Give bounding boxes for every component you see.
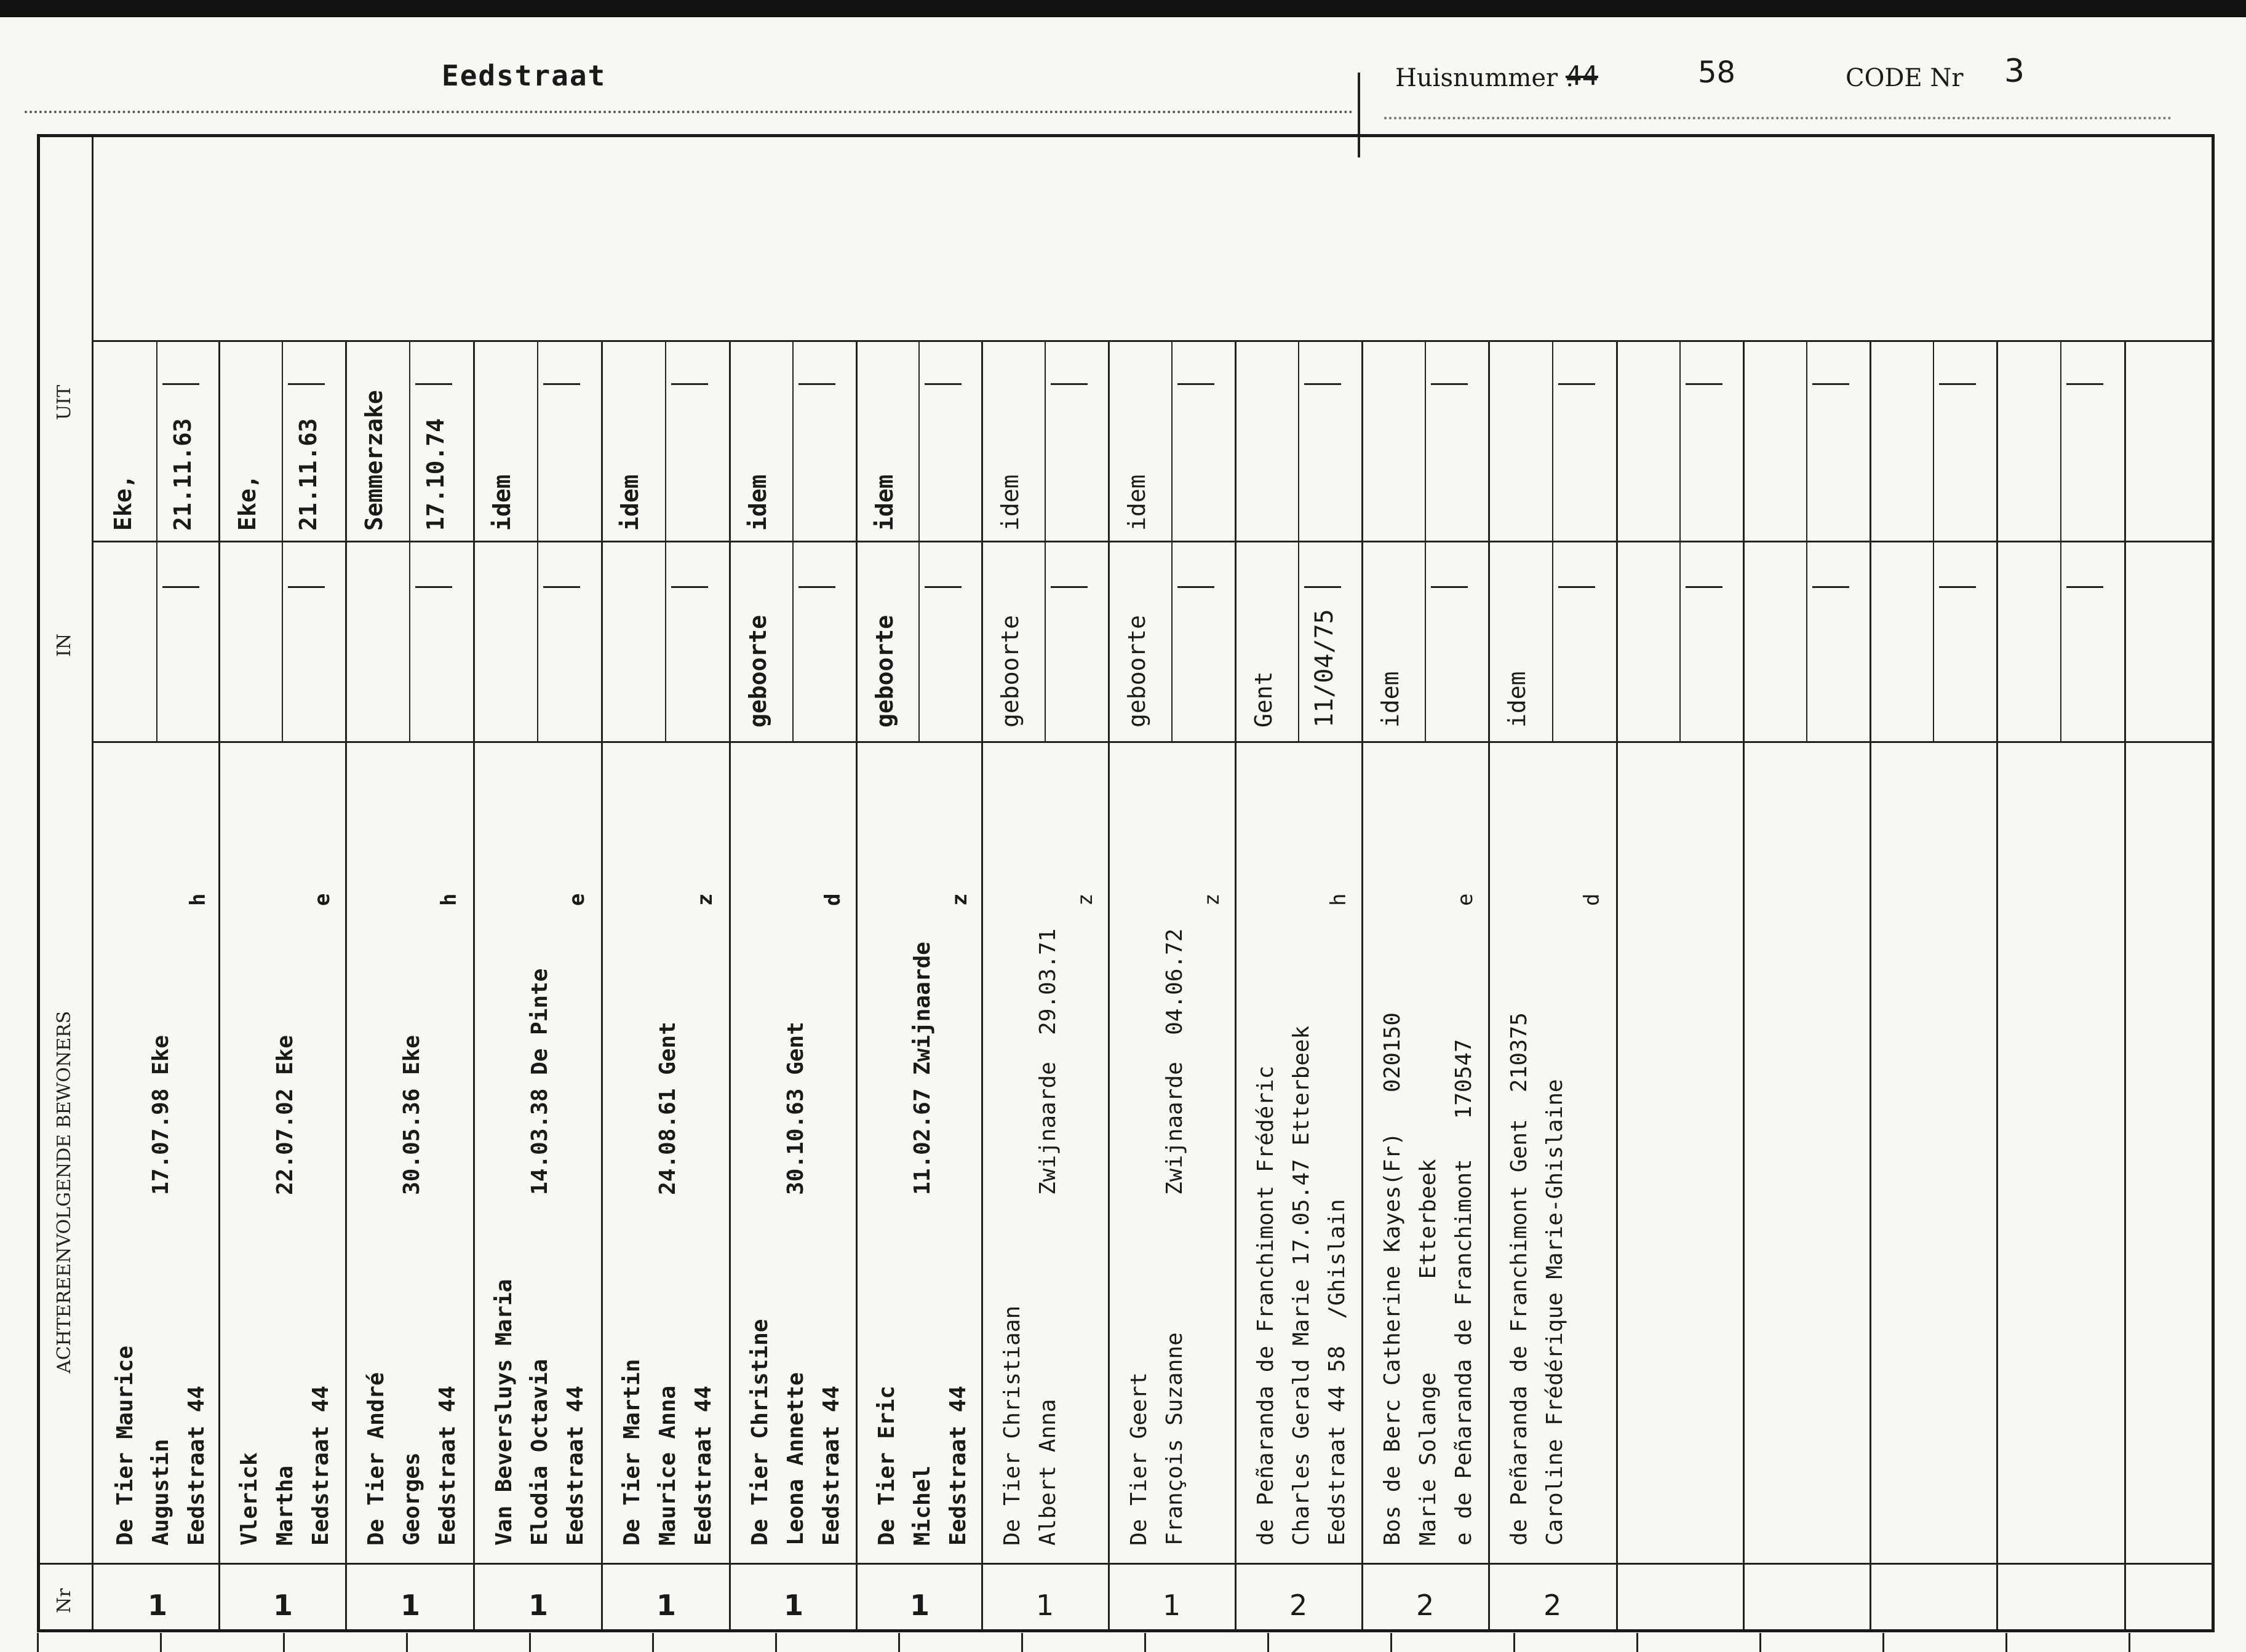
resident-nr: 1 xyxy=(528,1589,549,1622)
resident-name: De Tier Martin Maurice Anna Eedstraat 44 xyxy=(619,1359,716,1546)
huisnummer-label: Huisnummer : xyxy=(1395,64,1574,92)
header-dotted-line xyxy=(1384,117,2172,119)
huisnummer-new: 58 xyxy=(1698,55,1736,90)
resident-relation: h xyxy=(186,893,210,906)
in-place: geboorte xyxy=(744,614,771,728)
resident-birth: 30.05.36 Eke xyxy=(399,1034,424,1195)
resident-name: De Tier André Georges Eedstraat 44 xyxy=(364,1372,460,1546)
uit-place: Eke, xyxy=(110,474,137,531)
resident-name: De Tier Christiaan Albert Anna xyxy=(1000,1305,1061,1546)
uit-place: Semmerzake xyxy=(360,390,388,531)
resident-nr: 1 xyxy=(273,1589,293,1622)
street-name: Eedstraat xyxy=(442,59,607,92)
uit-place: idem xyxy=(488,474,516,531)
resident-nr: 1 xyxy=(656,1589,677,1622)
uit-place: idem xyxy=(871,474,898,531)
resident-relation: h xyxy=(437,893,461,906)
in-column-label: IN xyxy=(54,633,75,657)
resident-nr: 1 xyxy=(1036,1589,1054,1622)
resident-relation: d xyxy=(1580,893,1604,906)
code-value: 3 xyxy=(2004,53,2025,90)
resident-relation: e xyxy=(565,893,589,906)
resident-relation: h xyxy=(1326,893,1351,906)
resident-nr: 1 xyxy=(148,1589,168,1622)
resident-relation: z xyxy=(947,893,972,906)
resident-birth: 11.02.67 Zwijnaarde xyxy=(910,942,935,1195)
resident-name: De Tier Geert François Suzanne xyxy=(1126,1332,1187,1546)
huisnummer-old: 44 xyxy=(1566,60,1598,92)
resident-nr: 2 xyxy=(1543,1589,1562,1622)
resident-name: de Peñaranda de Franchimont Gent 210375 Caroline Frédérique Marie-Ghislaine xyxy=(1507,1012,1567,1546)
in-place: idem xyxy=(1503,671,1531,728)
resident-relation: e xyxy=(1453,893,1478,906)
resident-relation: z xyxy=(1073,893,1097,906)
resident-relation: z xyxy=(1200,893,1224,906)
uit-date: 17.10.74 xyxy=(422,418,449,531)
resident-birth: Zwijnaarde 04.06.72 xyxy=(1162,928,1187,1195)
uit-date: 21.11.63 xyxy=(169,418,196,531)
uit-place: idem xyxy=(744,474,771,531)
nr-column-label: Nr xyxy=(54,1588,75,1613)
resident-birth: 30.10.63 Gent xyxy=(783,1022,808,1195)
in-place: geboorte xyxy=(997,614,1024,728)
resident-nr: 1 xyxy=(400,1589,421,1622)
resident-relation: d xyxy=(821,893,845,906)
uit-place: Eke, xyxy=(234,474,261,531)
code-label: CODE Nr xyxy=(1846,64,1964,92)
uit-column-label: UIT xyxy=(54,384,75,420)
in-place: idem xyxy=(1377,671,1404,728)
resident-birth: 14.03.38 De Pinte xyxy=(527,968,552,1195)
resident-name: de Peñaranda de Franchimont Frédéric Charles Gerald Marie 17.05.47 Etterbeek Eedstraat 44 58 /Ghislain xyxy=(1253,1025,1350,1546)
resident-nr: 1 xyxy=(1163,1589,1181,1622)
in-place: geboorte xyxy=(1123,614,1150,728)
residents-table xyxy=(37,134,2215,1632)
resident-nr: 1 xyxy=(784,1589,804,1622)
resident-nr: 2 xyxy=(1416,1589,1435,1622)
bewoners-column-label: ACHTEREENVOLGENDE BEWONERS xyxy=(54,1011,75,1373)
bottom-ruler xyxy=(0,1633,2246,1652)
resident-nr: 2 xyxy=(1289,1589,1308,1622)
resident-name: Van Beversluys Maria Elodia Octavia Eedstraat 44 xyxy=(492,1279,588,1546)
in-place: Gent xyxy=(1250,671,1277,728)
in-place: geboorte xyxy=(871,614,898,728)
uit-place: idem xyxy=(1123,474,1150,531)
resident-name: De Tier Christine Leona Annette Eedstraat 44 xyxy=(747,1319,844,1546)
resident-name: De Tier Eric Michel Eedstraat 44 xyxy=(874,1385,971,1546)
resident-birth: Zwijnaarde 29.03.71 xyxy=(1035,928,1061,1195)
resident-name: De Tier Maurice Augustin Eedstraat 44 xyxy=(113,1345,209,1546)
uit-date: 21.11.63 xyxy=(295,418,322,531)
top-edge-bar xyxy=(0,0,2246,17)
street-dotted-line xyxy=(25,111,1353,113)
resident-relation: e xyxy=(310,893,335,906)
resident-birth: 24.08.61 Gent xyxy=(655,1022,680,1195)
resident-nr: 1 xyxy=(910,1589,930,1622)
resident-birth: 17.07.98 Eke xyxy=(148,1034,173,1195)
resident-relation: z xyxy=(693,893,717,906)
uit-place: idem xyxy=(616,474,643,531)
resident-name: Vlerick Martha Eedstraat 44 xyxy=(237,1385,333,1546)
uit-place: idem xyxy=(997,474,1024,531)
resident-birth: 22.07.02 Eke xyxy=(273,1034,298,1195)
resident-name: Bos de Berc Catherine Kayes(Fr) 020150 Marie Solange Etterbeek e de Peñaranda de Franchimont 170547 xyxy=(1380,1012,1476,1546)
in-date: 11/04/75 xyxy=(1310,609,1339,728)
